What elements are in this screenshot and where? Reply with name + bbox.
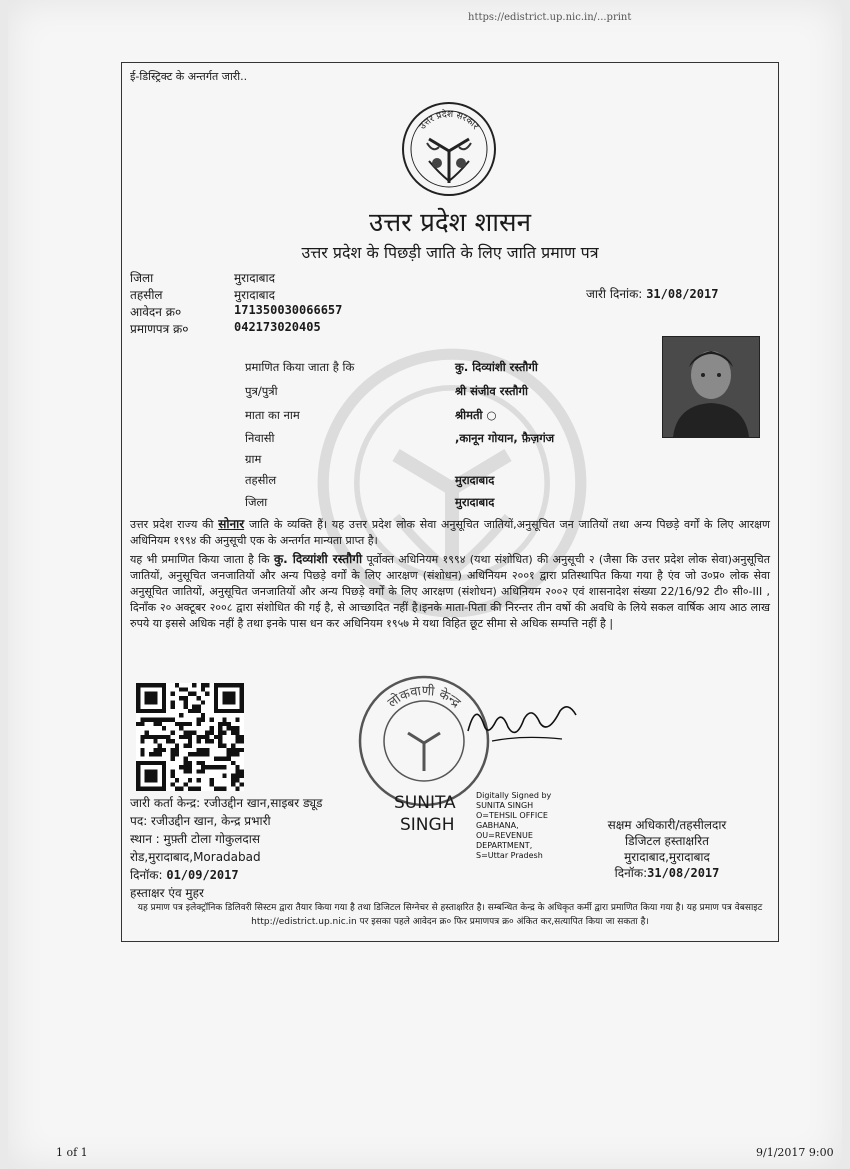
father-name: श्री संजीव रस्तौगी [455, 384, 528, 398]
caste-name: सोनार [218, 517, 245, 531]
creamy-layer-statement: यह भी प्रमाणित किया जाता है कि कु. दिव्यांशी रस्तौगी पूर्वोक्त अधिनियम १९९४ (यथा संशोधित) की अनुसूची २ (जैसा कि उत्तर प्रदेश लोक सेवा)अनुसूचित जातियों, अनुसूचित जनजातियों और अन्य पिछड़े वर्गों के लिए आरक्षण (संशोधन) अधिनियम २००१ द्वारा प्रतिस्थापित किया गया है एंव जो उ०प्र० लोक सेवा अनुसूचित जातियों, अनुसूचित जनजातियों और अन्य पिछड़े वर्गों के लिए आरक्षण (संशोधन) अधिनियम २००२ एवं शासनादेश संख्या 22/16/92 टी० सी०-III , दिनाँक २० अक्टूबर २००८ द्वारा संशोधित की गई है, से आच्छादित नहीं है।इनके माता-पिता की निरन्तर तीन वर्षो की अवधि के लिये सकल वार्षिक आय आठ लाख रुपये या इससे अधिक नहीं है तथा इनके पास धन कर अधिनियम १९५७ मे यथा विहित छूट सीमा से अधिक सम्पत्ति नहीं है | [130, 552, 770, 630]
print-url: https://edistrict.up.nic.in/...print [468, 12, 632, 23]
mother-name: श्रीमती ○ [455, 408, 497, 422]
emblem-text: उत्तर प्रदेश सरकार [418, 109, 481, 132]
certificate-no-label: प्रमाणपत्र क्र० [130, 322, 189, 336]
field-district-value: मुरादाबाद [455, 495, 495, 509]
signature-seal-label: हस्ताक्षर एंव मुहर [130, 886, 204, 900]
issuer-place: स्थान : मुफ़्ती टोला गोकुलदास [130, 832, 260, 846]
qr-code [136, 683, 244, 791]
digital-signature-details: Digitally Signed by SUNITA SINGH O=TEHSIL OFFICE GABHANA, OU=REVENUE DEPARTMENT, S=Uttar Pradesh [476, 791, 552, 860]
svg-text:लोकवाणी केन्द्र [385, 683, 464, 712]
resident-value: ,कानून गोयान, फ़ैज़गंज [455, 431, 555, 445]
field-tehsil-value: मुरादाबाद [455, 473, 495, 487]
district-value: मुरादाबाद [234, 271, 276, 285]
handwritten-signature [462, 691, 582, 751]
application-no-value: 171350030066657 [234, 303, 343, 317]
svg-text:उत्तर प्रदेश सरकार [418, 108, 480, 132]
applicant-photo [662, 336, 760, 438]
village-label: ग्राम [245, 452, 262, 466]
tehsil-label: तहसील [130, 288, 163, 302]
district-label: जिला [130, 271, 154, 285]
document-title: उत्तर प्रदेश शासन [368, 208, 532, 238]
field-district-label: जिला [245, 495, 268, 509]
issuer-post: पद: रजीउद्दीन खान, केन्द्र प्रभारी [130, 814, 271, 828]
applicant-name: कु. दिव्यांशी रस्तौगी [455, 360, 538, 374]
authority-signature-note: डिजिटल हस्ताक्षरित [625, 834, 709, 848]
competent-authority [562, 817, 772, 881]
authority-title: सक्षम अधिकारी/तहसीलदार [607, 818, 727, 832]
authority-date: दिनॉक:31/08/2017 [614, 866, 720, 880]
issue-date-value: 31/08/2017 [646, 287, 719, 301]
issuer-road: रोड,मुरादाबाद,Moradabad [130, 850, 261, 864]
application-no-label: आवेदन क्र० [130, 305, 182, 319]
mother-name-label: माता का नाम [245, 408, 300, 422]
tehsil-value: मुरादाबाद [234, 288, 276, 302]
print-timestamp: 9/1/2017 9:00 [756, 1146, 834, 1159]
document-subtitle: उत्तर प्रदेश के पिछड़ी जाति के लिए जाति प्रमाण पत्र [301, 243, 599, 262]
applicant-name-inline: कु. दिव्यांशी रस्तौगी [273, 552, 363, 566]
field-tehsil-label: तहसील [245, 473, 277, 487]
son-daughter-label: पुत्र/पुत्री [245, 384, 278, 398]
issue-date [586, 285, 718, 302]
verification-footer: यह प्रमाण पत्र इलेक्ट्रॉनिक डिलिवरी सिस्टम द्वारा तैयार किया गया है तथा डिजिटल सिग्नेचर से हस्ताक्षरित है। सम्बन्धित केन्द्र के अधिकृत कर्मी द्वारा प्रमाणित किया गया है। यह प्रमाण पत्र वेबसाइट http://edistrict.up.nic.in पर इसका पहले आवेदन क्र० फिर प्रमाणपत्र क्र० अंकित कर,सत्यापित किया जा सकता है। [137, 903, 763, 927]
document-page [8, 0, 842, 1169]
page-number: 1 of 1 [56, 1146, 88, 1159]
authority-place: मुरादाबाद,मुरादाबाद [624, 850, 710, 864]
certified-label: प्रमाणित किया जाता है कि [245, 360, 355, 374]
issuer-date-value: 01/09/2017 [166, 868, 239, 882]
up-government-emblem [399, 99, 499, 199]
signer-first-name: SUNITA [394, 793, 456, 813]
edistrict-note: ई-डिस्ट्रिक्ट के अन्तर्गत जारी.. [130, 70, 248, 83]
certificate-frame [121, 62, 779, 942]
resident-label: निवासी [245, 431, 275, 445]
issue-date-label: जारी दिनांक: [586, 287, 643, 301]
caste-statement: उत्तर प्रदेश राज्य की सोनार जाति के व्यक्ति हैं। यह उत्तर प्रदेश लोक सेवा अनुसूचित जातियों,अनुसूचित जन जातियों तथा अन्य पिछड़े वर्गों के लिए आरक्षण अधिनियम १९९४ की अनुसूची एक के अन्तर्गत मान्यता प्राप्त है। [130, 517, 770, 547]
stamp-text: लोकवाणी केन्द्र [385, 683, 464, 711]
signer-last-name: SINGH [400, 815, 455, 835]
issuer-date: दिनॉक: 01/09/2017 [130, 868, 239, 882]
certificate-no-value: 042173020405 [234, 320, 321, 334]
issuing-center: जारी कर्ता केन्द्र: रजीउद्दीन खान,साइबर ड्यूड [130, 796, 323, 810]
